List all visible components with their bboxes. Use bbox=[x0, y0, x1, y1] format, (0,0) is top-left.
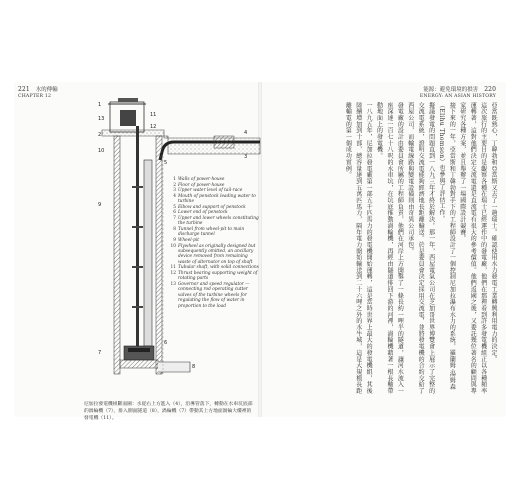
vertical-penstock bbox=[144, 160, 152, 346]
legend-text: Mouth of penstock leading water to turbine bbox=[178, 193, 256, 205]
callout-8: 8 bbox=[192, 364, 196, 370]
callout-7: 7 bbox=[98, 350, 102, 356]
legend-item bbox=[168, 227, 260, 238]
figure-legend bbox=[168, 177, 260, 309]
right-page-number: 220 bbox=[484, 86, 496, 93]
body-paragraph: 這次旅行的主要目的是觀察各種在瑞士已經運作中的發電廠，他們在那裡看到許多發電機組正以各種頻率運轉著，這對他們決定交流電還是直流電有很大的參考價值。他們返國之後，又委託幾位著名的顧問與專家研究各種方案，並且舉辦了一場國際設計競賽。 bbox=[458, 102, 487, 395]
legend-text: Lower end of penstock bbox=[178, 210, 228, 216]
legend-text: Tubular shaft, with solid connections bbox=[178, 265, 259, 271]
legend-item bbox=[168, 194, 260, 205]
legend-text: Floor of power-house bbox=[178, 182, 225, 188]
callout-6: 6 bbox=[164, 340, 168, 346]
legend-item bbox=[168, 244, 260, 266]
legend-number: 10 bbox=[170, 243, 176, 249]
legend-item bbox=[168, 238, 260, 243]
legend-text: Elbow and support of penstock bbox=[178, 204, 246, 210]
legend-number: 12 bbox=[170, 270, 176, 276]
legend-text: Thrust bearing supporting weight of rotating parts bbox=[178, 270, 258, 282]
callout-4: 4 bbox=[244, 130, 248, 136]
left-running-title: 水的傳輸 bbox=[35, 87, 58, 93]
callout-11: 11 bbox=[150, 112, 157, 118]
legend-text: Wheel-pit bbox=[178, 237, 199, 243]
body-paragraph: 一八九五年，尼加拉發電廠第一部五千匹馬力的發電機開始運轉，這是當時世界上最大的發電機組，其後陸續增加到十部，總容量達到五萬匹馬力，隔年電力開始輸送到二十六哩之外的水牛城，這是大規模長距離輸電的第一個成功實例。 bbox=[344, 102, 373, 395]
legend-text: Upper and lower wheels constituting the turbine bbox=[178, 215, 259, 227]
legend-number: 7 bbox=[173, 215, 176, 221]
legend-item bbox=[168, 282, 260, 309]
body-paragraph: 亞當既熟心，丁韓勃和亞當斯又去了一趟瑞士。確認使用水力發電工業轉興利用電力的決定。 bbox=[490, 102, 497, 363]
figure-caption: 尼加拉發電機組斷面圖：水從右上方進入（4），沿導管落下，轉動在水車坑底部的渦輪機（7），排入側面隧道（8），渦輪機（7）帶動其上方地面渦輪大樓裡的發電機（11）。 bbox=[84, 402, 253, 422]
tubular-shaft bbox=[136, 126, 139, 346]
body-paragraph: 接下來的一年，亞當斯和丁韓勃對手下的工程師設計了一個控制尼加拉瀑布水力的系統，羅蘭姆·湯姆森（Elihu Thomson）也參與了評估工作。 bbox=[437, 102, 456, 391]
callout-2: 2 bbox=[98, 132, 102, 138]
legend-text: Walls of power-house bbox=[178, 177, 225, 182]
right-subtitle: ENERGY: AN ASIAN HISTORY bbox=[419, 93, 496, 99]
legend-number: 8 bbox=[173, 226, 176, 232]
right-running-head bbox=[372, 87, 496, 100]
legend-text: Upper water level of tail-race bbox=[178, 188, 243, 194]
turbine-base bbox=[120, 360, 158, 368]
legend-item bbox=[168, 210, 260, 215]
legend-item bbox=[168, 271, 260, 282]
turbine-wheels bbox=[128, 348, 150, 352]
legend-text: Flywheel as originally designed but subsequently omitted, an ancillary device removed from remaining waste of alternator on top of shaft bbox=[178, 243, 256, 265]
wheel-pit-wall-left bbox=[114, 136, 120, 374]
legend-item bbox=[168, 183, 260, 188]
callout-13: 13 bbox=[98, 116, 105, 122]
body-text-vertical bbox=[324, 102, 498, 398]
legend-number: 5 bbox=[173, 204, 176, 210]
legend-number: 11 bbox=[170, 265, 176, 271]
legend-item bbox=[168, 188, 260, 193]
callout-3: 3 bbox=[244, 154, 248, 160]
callout-9: 9 bbox=[98, 202, 102, 208]
wheel-pit-wall-right bbox=[156, 136, 162, 374]
left-page-number: 221 bbox=[18, 86, 30, 93]
penstock-mouth bbox=[214, 136, 234, 148]
legend-item bbox=[168, 265, 260, 270]
body-paragraph: 發電廠的設計由委員會所屬的工程師負責，他們在河岸上方開鑿了一條長約一哩半的隧道，讓河水流入一座深達一百七十八呎的水車坑，在坑底推動渦輪機，再經由隧道排回下游的河裡，渦輪機藉著一根長軸帶動地面上的發電機。 bbox=[375, 102, 404, 395]
legend-text: Tunnel from wheel-pit to main discharge tunnel bbox=[178, 226, 245, 238]
legend-item bbox=[168, 177, 260, 182]
legend-text: Governor and speed regulator — connecting rod operating cutter valves of the turbine wheels for regulating the flow of water in proportion to the load bbox=[178, 281, 250, 309]
right-running-title: 能源：避免環境的損害 bbox=[423, 87, 479, 93]
legend-item bbox=[168, 216, 260, 227]
callout-1: 1 bbox=[98, 102, 102, 108]
legend-number: 4 bbox=[173, 193, 176, 199]
callout-5: 5 bbox=[164, 160, 168, 166]
legend-number: 3 bbox=[173, 188, 176, 194]
left-chapter-label: CHAPTER 12 bbox=[18, 93, 52, 99]
body-paragraph: 擬議發電的問題直到一八九三年才終於解決。那一年，西屋電氣公司在芝加哥世界博覽會上展示了完整的交流電系統，證明交流電能夠經濟地長距離輸送。於是委員會決定採用交流電，並將發電機的合約交給了西屋公司，而輸電線路與變電設備則由奇異公司承包。 bbox=[406, 102, 435, 395]
legend-number: 13 bbox=[170, 281, 176, 287]
legend-number: 9 bbox=[173, 237, 176, 243]
generator bbox=[120, 110, 136, 126]
crane bbox=[118, 98, 138, 102]
callout-12: 12 bbox=[150, 124, 157, 130]
callout-10: 10 bbox=[98, 148, 105, 154]
legend-number: 6 bbox=[173, 210, 176, 216]
legend-number: 1 bbox=[173, 177, 176, 182]
legend-item bbox=[168, 205, 260, 210]
legend-number: 2 bbox=[173, 182, 176, 188]
left-running-head bbox=[18, 87, 58, 100]
